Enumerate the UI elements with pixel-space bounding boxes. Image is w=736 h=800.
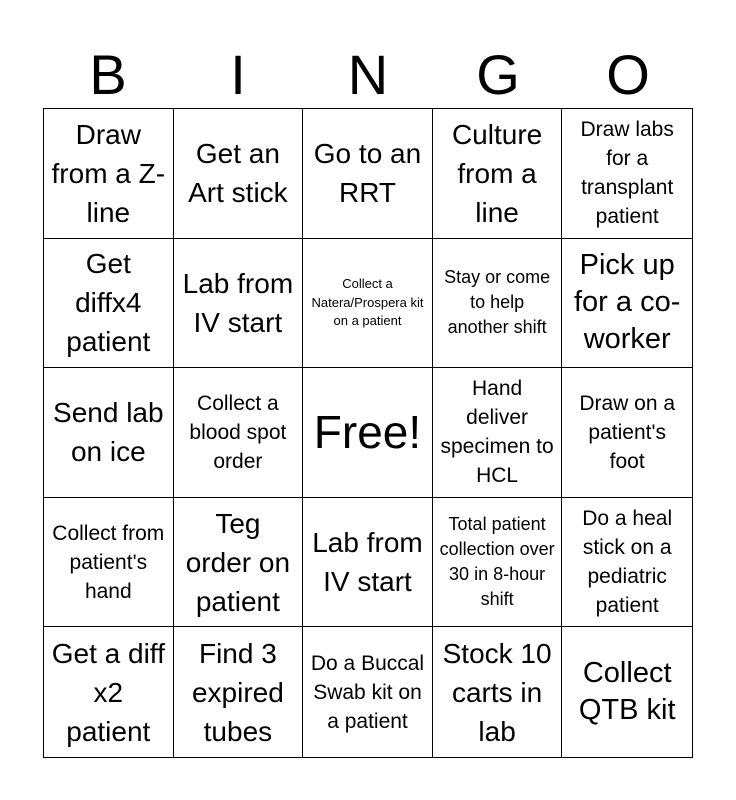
header-letter-i: I <box>230 43 246 106</box>
header-letter-b: B <box>89 43 127 106</box>
header-letter-n: N <box>347 43 389 106</box>
cell-label: Draw on a patient's foot <box>579 391 676 473</box>
bingo-cell[interactable] <box>562 498 692 628</box>
bingo-cell[interactable] <box>562 239 692 369</box>
bingo-cell[interactable] <box>562 627 692 757</box>
free-space-label: Free! <box>313 406 422 459</box>
cell-label: Go to an RRT <box>313 138 422 209</box>
bingo-cell[interactable] <box>44 627 174 757</box>
bingo-cell[interactable] <box>174 498 304 628</box>
bingo-board <box>43 108 693 758</box>
cell-label: Do a Buccal Swab kit on a patient <box>310 651 425 733</box>
bingo-cell[interactable] <box>303 239 433 369</box>
cell-label: Total patient collection over 30 in 8-hour shift <box>439 514 555 610</box>
bingo-header <box>43 42 693 108</box>
cell-label: Get an Art stick <box>188 138 288 209</box>
bingo-cell[interactable] <box>44 239 174 369</box>
cell-label: Collect a blood spot order <box>189 391 287 473</box>
cell-label: Get a diff x2 patient <box>51 637 165 747</box>
cell-label: Lab from IV start <box>182 267 294 338</box>
cell-label: Pick up for a co-worker <box>574 249 681 356</box>
cell-label: Lab from IV start <box>312 527 423 598</box>
bingo-cell[interactable] <box>174 627 304 757</box>
bingo-cell[interactable] <box>44 498 174 628</box>
bingo-cell[interactable] <box>174 109 304 239</box>
cell-label: Do a heal stick on a pediatric patient <box>582 507 673 618</box>
cell-label: Send lab on ice <box>53 397 164 468</box>
cell-label: Stay or come to help another shift <box>444 267 551 338</box>
header-letter-o: O <box>606 43 650 106</box>
bingo-cell[interactable] <box>433 368 563 498</box>
bingo-cell[interactable] <box>562 368 692 498</box>
cell-label: Collect from patient's hand <box>52 521 165 603</box>
cell-label: Collect QTB kit <box>578 657 676 727</box>
bingo-cell[interactable] <box>433 239 563 369</box>
bingo-cell[interactable] <box>562 109 692 239</box>
bingo-cell[interactable] <box>303 109 433 239</box>
bingo-cell[interactable] <box>174 239 304 369</box>
bingo-cell[interactable] <box>433 498 563 628</box>
cell-label: Get diffx4 patient <box>66 248 151 358</box>
bingo-cell[interactable] <box>303 627 433 757</box>
cell-label: Collect a Natera/Prospera kit on a patient <box>311 276 424 329</box>
bingo-cell[interactable] <box>433 109 563 239</box>
bingo-cell[interactable] <box>174 368 304 498</box>
bingo-cell[interactable] <box>44 368 174 498</box>
bingo-cell[interactable] <box>433 627 563 757</box>
bingo-cell[interactable] <box>44 109 174 239</box>
header-letter-g: G <box>476 43 520 106</box>
cell-label: Draw labs for a transplant patient <box>580 118 674 229</box>
free-space[interactable] <box>303 368 433 498</box>
cell-label: Culture from a line <box>451 118 543 228</box>
cell-label: Find 3 expired tubes <box>191 637 284 747</box>
bingo-cell[interactable] <box>303 498 433 628</box>
cell-label: Stock 10 carts in lab <box>442 637 552 747</box>
cell-label: Hand deliver specimen to HCL <box>440 377 554 488</box>
cell-label: Draw from a Z-line <box>51 118 166 228</box>
cell-label: Teg order on patient <box>185 507 291 617</box>
